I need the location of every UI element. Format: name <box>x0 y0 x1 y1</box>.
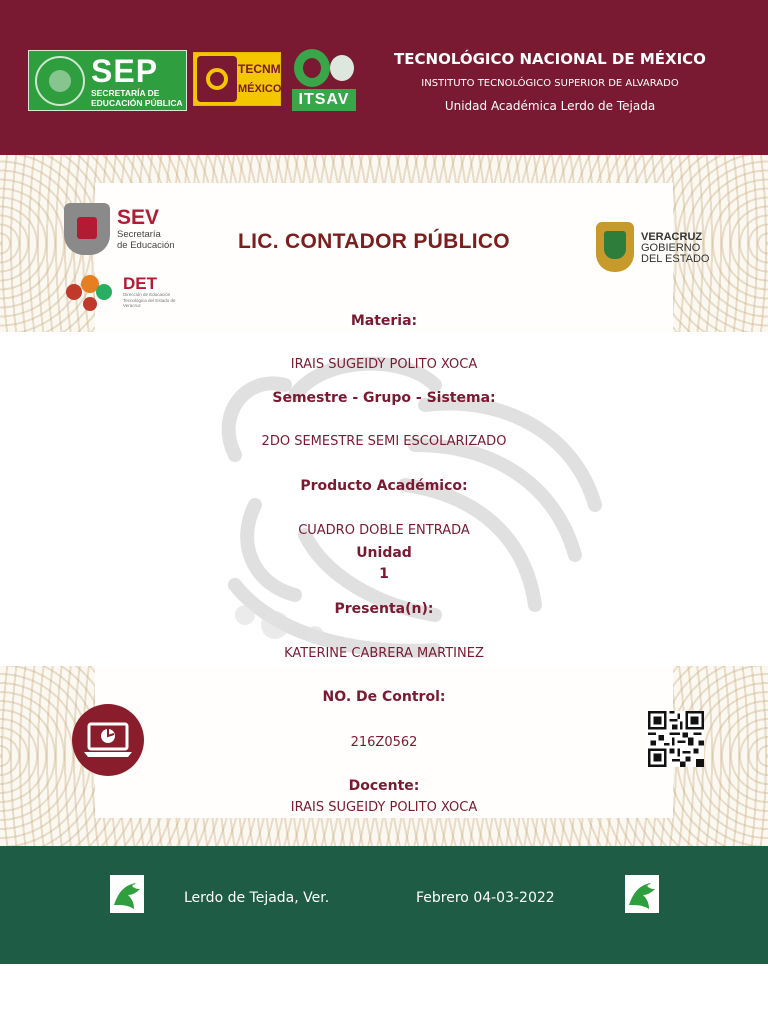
career-title: LIC. CONTADOR PÚBLICO <box>238 230 510 253</box>
producto-value: CUADRO DOBLE ENTRADA <box>298 523 470 538</box>
veracruz-logo-subtext-1: GOBIERNO <box>641 242 701 254</box>
veracruz-logo-subtext-2: DEL ESTADO <box>641 253 710 265</box>
itsav-logo-text: ITSAV <box>292 89 356 111</box>
control-value: 216Z0562 <box>350 735 418 750</box>
det-logo-subtext: Dirección de Educación Tecnológica del Estado de Veracruz <box>123 292 176 308</box>
sev-logo-subtext-2: de Educación <box>117 240 175 251</box>
semestre-label: Semestre - Grupo - Sistema: <box>272 390 496 406</box>
veracruz-logo-text: VERACRUZ <box>641 231 703 243</box>
eagle-icon <box>110 875 144 913</box>
gear-icon <box>197 56 237 102</box>
materia-value: IRAIS SUGEIDY POLITO XOCA <box>290 357 478 372</box>
tecnm-logo-subtext: MÉXICO <box>238 83 282 95</box>
docente-value: IRAIS SUGEIDY POLITO XOCA <box>290 800 478 815</box>
unidad-value: 1 <box>379 566 389 582</box>
itsav-logo <box>292 49 356 111</box>
semestre-value: 2DO SEMESTRE SEMI ESCOLARIZADO <box>261 434 507 449</box>
presenta-value: KATERINE CABRERA MARTINEZ <box>284 646 484 661</box>
footer-place: Lerdo de Tejada, Ver. <box>184 890 330 906</box>
unidad-label: Unidad <box>356 545 412 561</box>
det-logo-icon <box>64 270 116 314</box>
producto-label: Producto Académico: <box>300 478 468 494</box>
sep-logo-subtext-2: EDUCACIÓN PÚBLICA <box>91 98 183 108</box>
veracruz-shield-icon <box>596 222 634 272</box>
sep-logo-subtext-1: SECRETARÍA DE <box>91 88 160 98</box>
det-logo-text: DET <box>123 274 157 293</box>
header-title: TECNOLÓGICO NACIONAL DE MÉXICO <box>394 50 706 68</box>
docente-label: Docente: <box>348 778 420 794</box>
sep-logo <box>28 50 187 111</box>
sev-emblem-icon <box>64 203 110 255</box>
materia-label: Materia: <box>350 313 418 329</box>
tecnm-logo <box>193 52 281 106</box>
control-label: NO. De Control: <box>322 689 446 705</box>
sev-logo-text: SEV <box>117 206 160 229</box>
header-unit: Unidad Académica Lerdo de Tejada <box>444 99 656 113</box>
presenta-label: Presenta(n): <box>334 601 434 617</box>
sep-logo-text: SEP <box>91 53 159 89</box>
itsav-circle-icon-2 <box>330 55 354 81</box>
laptop-icon <box>72 704 144 776</box>
mexico-seal-icon <box>35 56 85 106</box>
footer-date: Febrero 04-03-2022 <box>416 890 555 906</box>
itsav-circle-icon <box>294 49 330 87</box>
qr-code <box>648 711 704 767</box>
sev-logo-subtext-1: Secretaría <box>117 229 161 240</box>
tecnm-logo-text: TECNM <box>238 62 281 76</box>
header-institute: INSTITUTO TECNOLÓGICO SUPERIOR DE ALVARADO <box>421 78 679 89</box>
eagle-icon <box>625 875 659 913</box>
